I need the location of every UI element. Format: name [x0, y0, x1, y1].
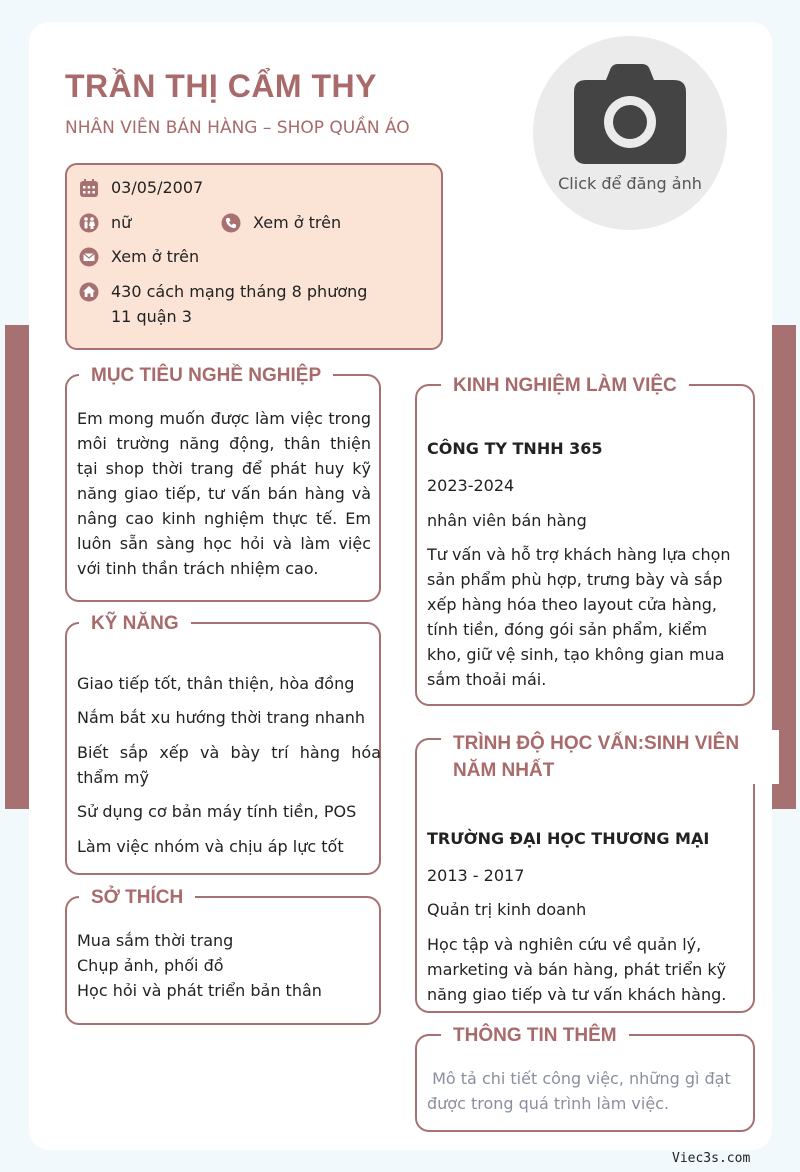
- skill-item[interactable]: Sử dụng cơ bản máy tính tiền, POS: [77, 802, 357, 821]
- email-icon: [79, 247, 99, 267]
- objective-section: [65, 365, 381, 602]
- skills-section: [65, 613, 381, 875]
- experience-position[interactable]: nhân viên bán hàng: [427, 511, 587, 530]
- extra-info-section: [415, 1025, 755, 1132]
- left-accent-band: [5, 325, 29, 809]
- watermark: Viec3s.com: [672, 1151, 751, 1166]
- hobbies-title: SỞ THÍCH: [79, 886, 195, 910]
- address-row: [79, 279, 379, 329]
- objective-text[interactable]: Em mong muốn được làm việc trong môi trường năng động, thân thiện tại shop thời trang để phát huy kỹ năng giao tiếp, tư vấn bán hàng và nâng cao kinh nghiệm thực tế. Em luôn sẵn sàng học hỏi và làm việc với tinh thần trách nhiệm cao.: [77, 409, 371, 578]
- cv-page: [29, 22, 772, 1150]
- address-value[interactable]: 430 cách mạng tháng 8 phương 11 quận 3: [111, 282, 368, 326]
- job-title[interactable]: NHÂN VIÊN BÁN HÀNG – SHOP QUẦN ÁO: [65, 118, 410, 138]
- phone-value[interactable]: Xem ở trên: [253, 213, 342, 232]
- photo-upload-label: Click để đăng ảnh: [558, 174, 702, 193]
- camera-icon: [570, 64, 690, 168]
- objective-title: MỤC TIÊU NGHỀ NGHIỆP: [79, 364, 333, 388]
- email-value[interactable]: Xem ở trên: [111, 247, 200, 266]
- experience-period[interactable]: 2023-2024: [427, 476, 515, 495]
- skill-item[interactable]: Biết sắp xếp và bày trí hàng hóa thẩm mỹ: [77, 743, 381, 787]
- education-period[interactable]: 2013 - 2017: [427, 866, 525, 885]
- skill-item[interactable]: Nắm bắt xu hướng thời trang nhanh: [77, 708, 366, 727]
- candidate-name[interactable]: TRẦN THỊ CẨM THY: [65, 68, 377, 104]
- education-major[interactable]: Quản trị kinh doanh: [427, 900, 587, 919]
- birthday-row: [79, 175, 203, 200]
- extra-info-placeholder[interactable]: Mô tả chi tiết công việc, những gì đạt được trong quá trình làm việc.: [427, 1069, 736, 1113]
- hobbies-section: [65, 887, 381, 1025]
- email-row: [79, 244, 199, 269]
- gender-row: [79, 210, 131, 235]
- hobby-item[interactable]: Mua sắm thời trang: [77, 931, 234, 950]
- birthday-value[interactable]: 03/05/2007: [111, 178, 204, 197]
- calendar-icon: [79, 178, 99, 198]
- photo-upload[interactable]: [533, 36, 727, 230]
- home-icon: [79, 282, 99, 302]
- experience-description[interactable]: Tư vấn và hỗ trợ khách hàng lựa chọn sản phẩm phù hợp, trưng bày và sắp xếp hàng hóa theo layout cửa hàng, tính tiền, đóng gói sản phẩm, kiểm kho, giữ vệ sinh, tạo không gian mua sắm thoải mái.: [427, 545, 731, 689]
- education-section: [415, 733, 755, 1013]
- skill-item[interactable]: Làm việc nhóm và chịu áp lực tốt: [77, 837, 344, 856]
- gender-icon: [79, 213, 99, 233]
- hobby-item[interactable]: Học hỏi và phát triển bản thân: [77, 981, 322, 1000]
- phone-icon: [221, 213, 241, 233]
- phone-row: [221, 210, 341, 235]
- extra-info-title: THÔNG TIN THÊM: [441, 1024, 629, 1048]
- hobby-item[interactable]: Chụp ảnh, phối đồ: [77, 956, 224, 975]
- skill-item[interactable]: Giao tiếp tốt, thân thiện, hòa đồng: [77, 674, 355, 693]
- contact-info-box: [65, 163, 443, 350]
- experience-section: [415, 375, 755, 706]
- gender-value[interactable]: nữ: [111, 213, 132, 232]
- skills-title: KỸ NĂNG: [79, 612, 191, 636]
- experience-title: KINH NGHIỆM LÀM VIỆC: [441, 374, 689, 398]
- education-description[interactable]: Học tập và nghiên cứu về quản lý, marketing và bán hàng, phát triển kỹ năng giao tiếp và tư vấn khách hàng.: [427, 935, 727, 1004]
- company-name[interactable]: CÔNG TY TNHH 365: [427, 439, 603, 458]
- education-title: TRÌNH ĐỘ HỌC VẤN:SINH VIÊN NĂM NHẤT: [441, 730, 779, 784]
- school-name[interactable]: TRƯỜNG ĐẠI HỌC THƯƠNG MẠI: [427, 829, 710, 848]
